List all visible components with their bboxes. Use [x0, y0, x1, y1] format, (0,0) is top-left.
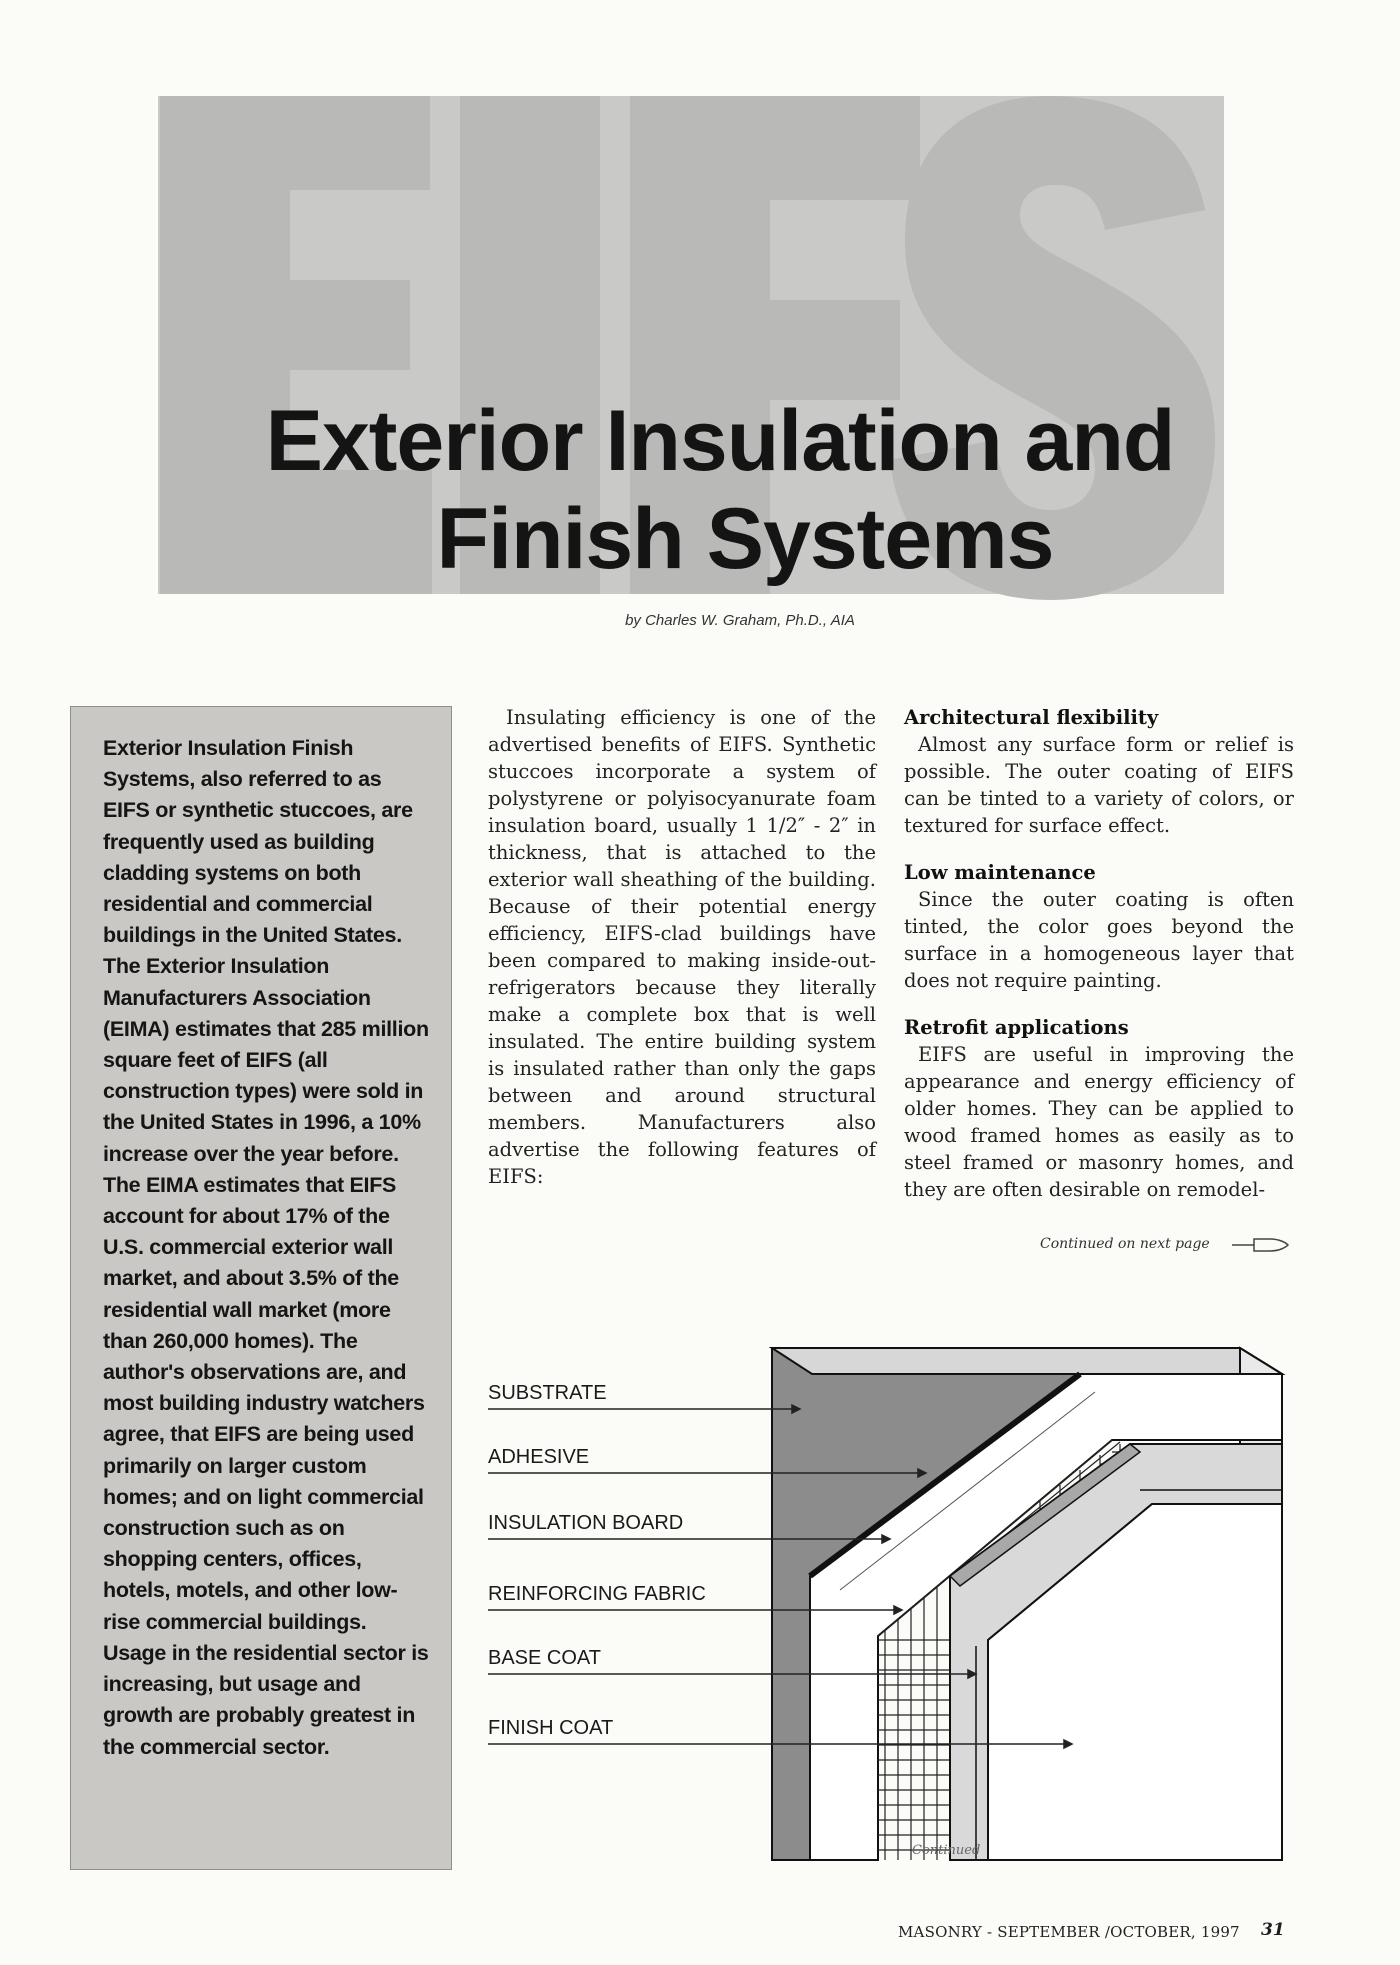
section-heading: Retrofit applications [904, 1016, 1129, 1039]
publication-footer: MASONRY - SEPTEMBER /OCTOBER, 1997 [898, 1923, 1240, 1941]
article-column-middle [488, 704, 876, 1190]
title-line-1: Exterior Insulation and [265, 393, 1175, 489]
label-finish-coat: FINISH COAT [488, 1717, 614, 1739]
eifs-layer-diagram [480, 1340, 1300, 1880]
pointing-hand-icon [1230, 1235, 1290, 1255]
label-base-coat: BASE COAT [488, 1647, 601, 1669]
label-adhesive: ADHESIVE [488, 1446, 590, 1468]
page-title [0, 392, 1400, 588]
article-column-right [904, 704, 1294, 1203]
intro-sidebar [70, 706, 452, 1870]
author-byline: by Charles W. Graham, Ph.D., AIA [625, 612, 855, 629]
section-paragraph: Since the outer coating is often tinted, the color goes beyond the surface in a homogeneous layer that does not require painting. [904, 888, 1294, 992]
intro-paragraph: Insulating efficiency is one of the advertised benefits of EIFS. Synthetic stuccoes incorporate a system of polystyrene or polyisocyanurate foam insulation board, usually 1 1/2″ - 2″ in thickness, that is attached to the exterior wall sheathing of the building. Because of their potential energy efficiency, EIFS-clad buildings have been compared to making inside-out-refrigerators because they literally make a complete box that is well insulated. The entire building system is insulated rather than only the gaps between and around structural members. Manufacturers also advertise the following features of EIFS: [488, 706, 876, 1188]
title-line-2: Finish Systems [436, 491, 1054, 587]
section-heading: Architectural flexibility [904, 706, 1159, 729]
diagram-stamp: Continued [912, 1843, 981, 1858]
continued-note: Continued on next page [1040, 1236, 1210, 1252]
section-heading: Low maintenance [904, 861, 1096, 884]
label-reinforcing-fabric: REINFORCING FABRIC [488, 1583, 706, 1605]
section-paragraph: Almost any surface form or relief is possible. The outer coating of EIFS can be tinted to a variety of colors, or textured for surface effect. [904, 733, 1294, 837]
sidebar-text: Exterior Insulation Finish Systems, also referred to as EIFS or synthetic stuccoes, are frequently used as building cladding systems on both residential and commercial buildings in the United States. The Exterior Insulation Manufacturers Association (EIMA) estimates that 285 million square feet of EIFS (all construction types) were sold in the United States in 1996, a 10% increase over the year before. The EIMA estimates that EIFS account for about 17% of the U.S. commercial exterior wall market, and about 3.5% of the residential wall market (more than 260,000 homes). The author's observations are, and most building industry watchers agree, that EIFS are being used primarily on larger custom homes; and on light commercial construction such as on shopping centers, offices, hotels, motels, and other low-rise commercial buildings. Usage in the residential sector is increasing, but usage and growth are probably greatest in the commercial sector. [103, 736, 429, 1759]
page-number: 31 [1261, 1920, 1285, 1940]
label-substrate: SUBSTRATE [488, 1382, 607, 1404]
label-insulation-board: INSULATION BOARD [488, 1512, 684, 1534]
section-paragraph: EIFS are useful in improving the appearance and energy efficiency of older homes. They can be applied to wood framed homes as easily as to steel framed or masonry homes, and they are often desirable on remodel- [904, 1043, 1294, 1201]
